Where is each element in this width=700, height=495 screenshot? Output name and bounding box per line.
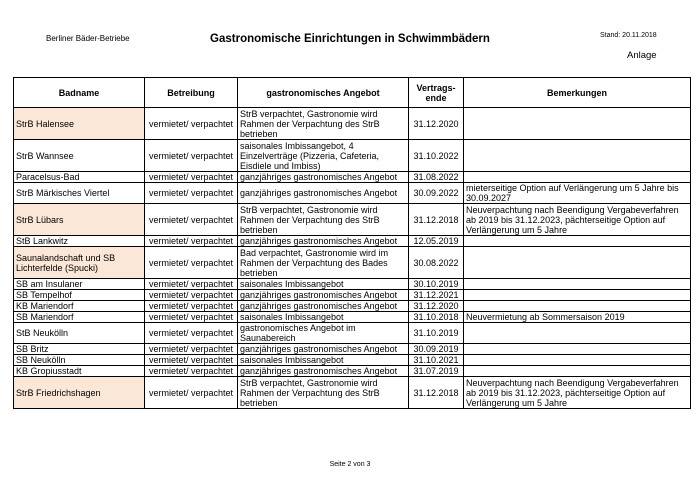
table-row bbox=[14, 312, 691, 323]
column-header: Badname bbox=[14, 78, 145, 108]
table-row bbox=[14, 204, 691, 236]
column-header: Betreibung bbox=[145, 78, 238, 108]
cell-ende: 31.10.2021 bbox=[409, 355, 464, 366]
table-row bbox=[14, 323, 691, 344]
table-row bbox=[14, 355, 691, 366]
cell-name: StB Lankwitz bbox=[14, 236, 145, 247]
cell-bemerkung: Neuverpachtung nach Beendigung Vergabeverfahren ab 2019 bis 31.12.2023, pächterseitige Option auf Verlängerung um 5 Jahre bbox=[464, 204, 691, 236]
cell-bemerkung bbox=[464, 355, 691, 366]
cell-angebot: Bad verpachtet, Gastronomie wird im Rahmen der Verpachtung des Bades betrieben bbox=[238, 247, 409, 279]
cell-angebot: StrB verpachtet, Gastronomie wird Rahmen der Verpachtung des StrB betrieben bbox=[238, 108, 409, 140]
cell-betreibung: vermietet/ verpachtet bbox=[145, 290, 238, 301]
table-row bbox=[14, 183, 691, 204]
cell-betreibung: vermietet/ verpachtet bbox=[145, 279, 238, 290]
cell-bemerkung bbox=[464, 172, 691, 183]
table-body bbox=[14, 108, 691, 409]
page-title: Gastronomische Einrichtungen in Schwimmbädern bbox=[210, 33, 490, 45]
cell-bemerkung bbox=[464, 279, 691, 290]
cell-ende: 12.05.2019 bbox=[409, 236, 464, 247]
cell-name: Saunalandschaft und SB Lichterfelde (Spucki) bbox=[14, 247, 145, 279]
table-row bbox=[14, 236, 691, 247]
cell-ende: 31.12.2018 bbox=[409, 377, 464, 409]
table-row bbox=[14, 377, 691, 409]
table-row bbox=[14, 247, 691, 279]
cell-name: SB am Insulaner bbox=[14, 279, 145, 290]
cell-betreibung: vermietet/ verpachtet bbox=[145, 204, 238, 236]
cell-betreibung: vermietet/ verpachtet bbox=[145, 301, 238, 312]
table-header-row bbox=[14, 78, 691, 108]
cell-ende: 31.08.2022 bbox=[409, 172, 464, 183]
cell-ende: 31.10.2022 bbox=[409, 140, 464, 172]
cell-name: KB Mariendorf bbox=[14, 301, 145, 312]
cell-bemerkung bbox=[464, 236, 691, 247]
cell-name: KB Gropiusstadt bbox=[14, 366, 145, 377]
table-row bbox=[14, 366, 691, 377]
table-row bbox=[14, 344, 691, 355]
cell-betreibung: vermietet/ verpachtet bbox=[145, 344, 238, 355]
column-header: Vertrags- ende bbox=[409, 78, 464, 108]
cell-bemerkung bbox=[464, 323, 691, 344]
cell-betreibung: vermietet/ verpachtet bbox=[145, 377, 238, 409]
cell-ende: 31.12.2020 bbox=[409, 301, 464, 312]
cell-ende: 31.12.2021 bbox=[409, 290, 464, 301]
cell-betreibung: vermietet/ verpachtet bbox=[145, 323, 238, 344]
cell-betreibung: vermietet/ verpachtet bbox=[145, 355, 238, 366]
cell-angebot: ganzjähriges gastronomisches Angebot bbox=[238, 172, 409, 183]
cell-angebot: StrB verpachtet, Gastronomie wird Rahmen der Verpachtung des StrB betrieben bbox=[238, 377, 409, 409]
cell-bemerkung bbox=[464, 290, 691, 301]
cell-ende: 31.12.2018 bbox=[409, 204, 464, 236]
table-row bbox=[14, 301, 691, 312]
cell-bemerkung: Neuverpachtung nach Beendigung Vergabeverfahren ab 2019 bis 31.12.2023, pächterseitige Option auf Verlängerung um 5 Jahre bbox=[464, 377, 691, 409]
cell-betreibung: vermietet/ verpachtet bbox=[145, 172, 238, 183]
cell-name: StrB Friedrichshagen bbox=[14, 377, 145, 409]
cell-betreibung: vermietet/ verpachtet bbox=[145, 247, 238, 279]
cell-bemerkung: Neuvermietung ab Sommersaison 2019 bbox=[464, 312, 691, 323]
cell-betreibung: vermietet/ verpachtet bbox=[145, 183, 238, 204]
cell-bemerkung bbox=[464, 344, 691, 355]
table-row bbox=[14, 172, 691, 183]
date-stamp: Stand: 20.11.2018 bbox=[600, 32, 657, 39]
cell-name: StrB Märkisches Viertel bbox=[14, 183, 145, 204]
cell-betreibung: vermietet/ verpachtet bbox=[145, 312, 238, 323]
cell-ende: 30.09.2022 bbox=[409, 183, 464, 204]
cell-angebot: ganzjähriges gastronomisches Angebot bbox=[238, 366, 409, 377]
column-header: Bemerkungen bbox=[464, 78, 691, 108]
cell-angebot: gastronomisches Angebot im Saunabereich bbox=[238, 323, 409, 344]
cell-betreibung: vermietet/ verpachtet bbox=[145, 140, 238, 172]
table-row bbox=[14, 140, 691, 172]
cell-angebot: saisonales Imbissangebot bbox=[238, 355, 409, 366]
cell-angebot: ganzjähriges gastronomisches Angebot bbox=[238, 236, 409, 247]
cell-bemerkung bbox=[464, 366, 691, 377]
cell-angebot: StrB verpachtet, Gastronomie wird Rahmen der Verpachtung des StrB betrieben bbox=[238, 204, 409, 236]
table-row bbox=[14, 279, 691, 290]
cell-bemerkung bbox=[464, 301, 691, 312]
cell-name: StrB Halensee bbox=[14, 108, 145, 140]
cell-ende: 31.10.2018 bbox=[409, 312, 464, 323]
cell-ende: 30.09.2019 bbox=[409, 344, 464, 355]
table-row bbox=[14, 290, 691, 301]
cell-name: Paracelsus-Bad bbox=[14, 172, 145, 183]
cell-bemerkung bbox=[464, 140, 691, 172]
table-row bbox=[14, 108, 691, 140]
cell-name: SB Britz bbox=[14, 344, 145, 355]
cell-name: StB Neukölln bbox=[14, 323, 145, 344]
page-number: Seite 2 von 3 bbox=[329, 461, 371, 468]
cell-angebot: ganzjähriges gastronomisches Angebot bbox=[238, 344, 409, 355]
cell-bemerkung: mieterseitige Option auf Verlängerung um 5 Jahre bis 30.09.2027 bbox=[464, 183, 691, 204]
attachment-label: Anlage bbox=[627, 50, 657, 61]
cell-name: SB Tempelhof bbox=[14, 290, 145, 301]
organization-name: Berliner Bäder-Betriebe bbox=[46, 34, 130, 43]
cell-betreibung: vermietet/ verpachtet bbox=[145, 236, 238, 247]
cell-angebot: saisonales Imbissangebot bbox=[238, 312, 409, 323]
cell-angebot: ganzjähriges gastronomisches Angebot bbox=[238, 183, 409, 204]
cell-ende: 31.12.2020 bbox=[409, 108, 464, 140]
cell-angebot: ganzjähriges gastronomisches Angebot bbox=[238, 290, 409, 301]
cell-name: SB Neukölln bbox=[14, 355, 145, 366]
cell-betreibung: vermietet/ verpachtet bbox=[145, 366, 238, 377]
cell-ende: 31.10.2019 bbox=[409, 323, 464, 344]
cell-ende: 30.08.2022 bbox=[409, 247, 464, 279]
cell-ende: 31.07.2019 bbox=[409, 366, 464, 377]
cell-bemerkung bbox=[464, 247, 691, 279]
cell-ende: 30.10.2019 bbox=[409, 279, 464, 290]
cell-bemerkung bbox=[464, 108, 691, 140]
cell-angebot: saisonales Imbissangebot, 4 Einzelverträge (Pizzeria, Cafeteria, Eisdiele und Imbiss) bbox=[238, 140, 409, 172]
cell-name: SB Mariendorf bbox=[14, 312, 145, 323]
cell-betreibung: vermietet/ verpachtet bbox=[145, 108, 238, 140]
cell-angebot: saisonales Imbissangebot bbox=[238, 279, 409, 290]
cell-name: StrB Lübars bbox=[14, 204, 145, 236]
cell-name: StrB Wannsee bbox=[14, 140, 145, 172]
cell-angebot: ganzjähriges gastronomisches Angebot bbox=[238, 301, 409, 312]
column-header: gastronomisches Angebot bbox=[238, 78, 409, 108]
gastronomy-table bbox=[13, 77, 691, 409]
